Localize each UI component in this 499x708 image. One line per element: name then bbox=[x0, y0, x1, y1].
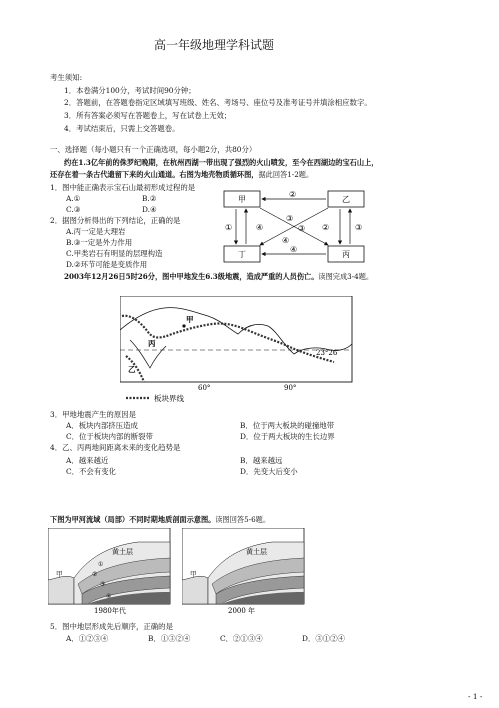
profile-1980-label: 黄土层 bbox=[112, 548, 133, 556]
section-heading: 一、选择题（每小题只有一个正确选项，每小题2分，共80分） bbox=[50, 145, 257, 154]
q3-stem: 3．甲地地震产生的原因是 bbox=[50, 410, 137, 419]
profile-2000-river: 甲 bbox=[190, 570, 197, 578]
cycle-label: ① bbox=[225, 223, 233, 232]
place-bing: 丙 bbox=[148, 339, 156, 348]
passage-1-line2 bbox=[50, 170, 313, 179]
plate-map bbox=[120, 296, 358, 404]
node-ding: 丁 bbox=[238, 250, 246, 259]
q4-option: D．先变大后变小 bbox=[240, 467, 298, 476]
profile-2000-label: 黄土层 bbox=[246, 548, 267, 556]
notice-item: 4．考试结束后，只需上交答题卷。 bbox=[64, 124, 180, 133]
q5-stem: 5．图中地层形成先后顺序，正确的是 bbox=[50, 622, 173, 631]
passage-1-bold: 还存在着一条古代遗留下来的火山通道。右图为地壳物质循环图， bbox=[50, 170, 259, 179]
q4-option: B．越来越远 bbox=[240, 456, 283, 465]
q5-option: B．①③②④ bbox=[148, 634, 191, 643]
place-jia: 甲 bbox=[186, 315, 194, 324]
passage-2 bbox=[64, 272, 373, 281]
passage-2-tail: 读图完成3-4题。 bbox=[318, 272, 374, 281]
q2-option: D.②环节可能是变质作用 bbox=[66, 260, 148, 269]
lon-label-60: 60° bbox=[198, 384, 211, 392]
q3-option: D．位于两大板块的生长边界 bbox=[240, 432, 335, 441]
notice-item: 3．所有答案必须写在答题卷上，写在试卷上无效； bbox=[64, 111, 232, 120]
passage-3-bold: 下图为甲河流域（局部）不同时期地质剖面示意图。 bbox=[50, 515, 216, 524]
epicenter-dot bbox=[182, 324, 185, 327]
q3-option: C．位于板块内部的断裂带 bbox=[66, 432, 153, 441]
notice-heading: 考生须知: bbox=[50, 73, 83, 82]
cycle-label: ② bbox=[322, 223, 330, 232]
page-title: 高一年级地理学科试题 bbox=[154, 38, 275, 52]
passage-1-tail: 据此回答1-2题。 bbox=[258, 170, 314, 179]
q1-stem: 1．图中能正确表示宝石山最初形成过程的是 bbox=[50, 183, 196, 192]
svg-text:①: ① bbox=[98, 561, 104, 568]
node-yi: 乙 bbox=[342, 195, 350, 204]
cycle-label: ④ bbox=[290, 245, 298, 254]
q3-option: A．板块内部挤压造成 bbox=[66, 421, 138, 430]
cycle-label: ④ bbox=[256, 223, 264, 232]
profile-1980 bbox=[48, 528, 172, 614]
q3-option: B．位于两大板块的碰撞地带 bbox=[240, 421, 335, 430]
passage-3-tail: 读图回答5-6题。 bbox=[215, 515, 271, 524]
passage-2-bold: 2003年12月26日5时26分，图中甲地发生6.3级地震，造成严重的人员伤亡。 bbox=[64, 272, 319, 281]
lat-label: 23°26′ bbox=[316, 349, 339, 357]
q2-option: C.甲类岩石有明显的层理构造 bbox=[66, 249, 163, 258]
legend-label: 板块界线 bbox=[154, 394, 184, 403]
svg-text:④: ④ bbox=[106, 593, 112, 600]
svg-text:③: ③ bbox=[100, 581, 106, 588]
svg-text:②: ② bbox=[92, 571, 98, 578]
cycle-label: ③ bbox=[286, 214, 294, 223]
profile-2000-year: 2000 年 bbox=[228, 607, 256, 614]
q4-stem: 4．乙、丙两地间距离未来的变化趋势是 bbox=[50, 443, 181, 452]
q5-option: D．③①②④ bbox=[302, 634, 345, 643]
cycle-label: ④ bbox=[282, 236, 290, 245]
passage-1: 约在1.3亿年前的侏罗纪晚期，在杭州西湖一带出现了强烈的火山喷发，至今在西湖边的宝石山上， bbox=[64, 158, 379, 167]
q5-option: A．①②③④ bbox=[66, 634, 109, 643]
passage-3 bbox=[50, 515, 270, 524]
cycle-label: ② bbox=[289, 190, 297, 199]
q2-option: B.③一定是外力作用 bbox=[66, 238, 133, 247]
q1-option: A.① bbox=[66, 194, 81, 203]
profile-1980-river: 甲 bbox=[56, 570, 63, 578]
profile-2000 bbox=[182, 528, 306, 614]
profile-1980-year: 1980年代 bbox=[94, 607, 126, 614]
rock-cycle-diagram bbox=[222, 188, 374, 268]
q4-option: C．不会有变化 bbox=[66, 467, 116, 476]
notice-item: 1．本卷满分100分，考试时间90分钟； bbox=[64, 86, 196, 95]
page-number: - 1 - bbox=[468, 692, 483, 701]
q2-stem: 2．据图分析得出的下列结论，正确的是 bbox=[50, 216, 181, 225]
q2-option: A.丙一定是大理岩 bbox=[66, 227, 126, 236]
cycle-label: ③ bbox=[355, 223, 363, 232]
q5-option: C．②①③④ bbox=[220, 634, 263, 643]
node-bing: 丙 bbox=[342, 250, 350, 259]
cycle-label: ③ bbox=[298, 224, 306, 233]
q1-option: D.④ bbox=[142, 205, 157, 214]
q1-option: B.② bbox=[142, 194, 157, 203]
node-jia: 甲 bbox=[238, 195, 246, 204]
notice-item: 2．答题前，在答题卷指定区域填写班级、姓名、考场号、座位号及准考证号并填涂相应数字。 bbox=[64, 98, 372, 107]
q1-option: C.③ bbox=[66, 205, 81, 214]
lon-label-90: 90° bbox=[284, 384, 297, 392]
q4-option: A．越来越近 bbox=[66, 456, 109, 465]
place-yi: 乙 bbox=[128, 365, 136, 374]
